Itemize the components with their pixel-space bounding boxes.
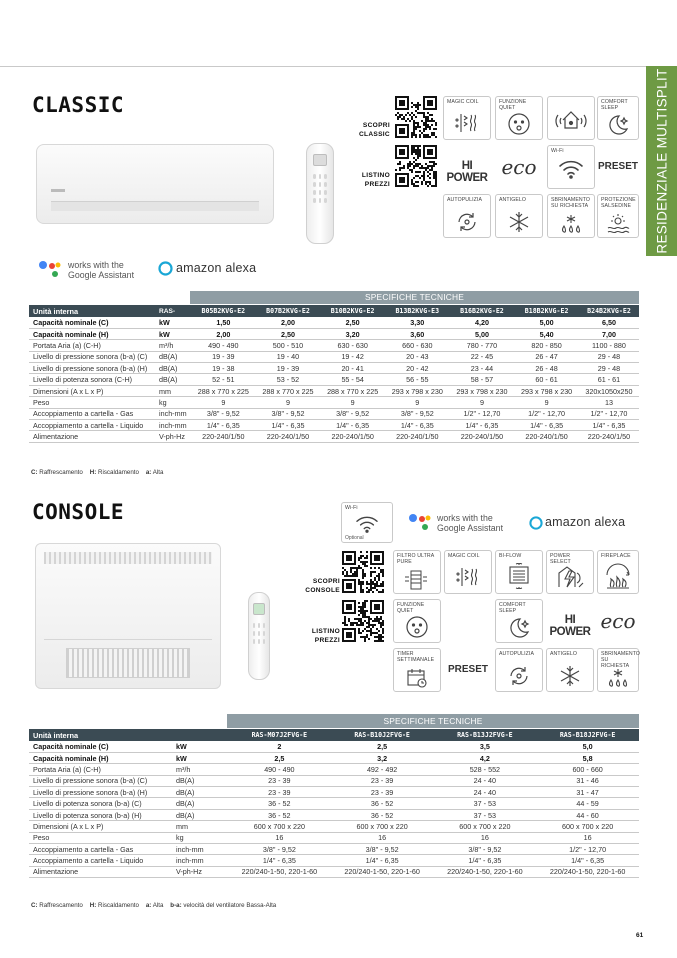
row-value: 1/2" - 12,70 xyxy=(528,409,566,419)
row-value: 220/240-1-50, 220-1-60 xyxy=(447,867,523,877)
row-value: 320x1050x250 xyxy=(585,386,633,396)
feature-home-control xyxy=(547,96,595,140)
qr-label-discover: SCOPRI CONSOLE xyxy=(305,578,340,594)
google-assistant-icon xyxy=(38,259,62,281)
table-row xyxy=(29,408,639,419)
google-assistant-icon xyxy=(408,512,432,534)
console-title: CONSOLE xyxy=(32,500,125,524)
feature-magic-coil: MAGIC COIL xyxy=(443,96,491,140)
row-value: 23 - 39 xyxy=(370,787,394,797)
row-value: 19 - 38 xyxy=(212,363,235,373)
row-label: Alimentazione xyxy=(33,867,79,877)
row-label: Capacità nominale (H) xyxy=(33,329,109,339)
classic-spec-band: SPECIFICHE TECNICHE xyxy=(190,291,639,304)
header-unit xyxy=(174,729,228,741)
row-value: 630 - 630 xyxy=(337,340,368,350)
qr-code-price[interactable] xyxy=(395,145,437,187)
row-value: 58 - 57 xyxy=(470,375,494,385)
row-value: 2,00 xyxy=(216,329,231,339)
alexa-icon xyxy=(158,261,173,276)
table-row xyxy=(29,775,639,786)
row-value: 36 - 52 xyxy=(268,799,291,809)
row-value: 3/8" - 9,52 xyxy=(336,409,370,419)
row-value: 528 - 552 xyxy=(469,764,501,774)
table-row xyxy=(29,397,639,408)
table-row xyxy=(29,866,639,877)
table-row xyxy=(29,752,639,763)
row-label: Livello di potenza sonora (b-a) (C) xyxy=(33,799,142,809)
quiet-icon xyxy=(404,614,430,640)
row-value: 53 - 52 xyxy=(276,375,300,385)
side-tab-label: RESIDENZIALE MULTISPLIT xyxy=(654,68,669,254)
feature-eco: eco xyxy=(495,145,543,189)
calendar-clock-icon xyxy=(405,667,429,689)
qr-code-discover[interactable] xyxy=(342,551,384,593)
header-label: Unità interna xyxy=(29,729,174,741)
self-clean-icon xyxy=(454,209,480,235)
qr-label-price: LISTINO PREZZI xyxy=(311,628,340,644)
row-unit: dB(A) xyxy=(176,776,195,786)
table-row xyxy=(29,764,639,775)
row-value: 3/8" - 9,52 xyxy=(365,844,399,854)
table-row xyxy=(29,340,639,351)
row-value: 23 - 39 xyxy=(370,776,394,786)
row-label: Dimensioni (A x L x P) xyxy=(33,821,104,831)
alexa-text: amazon alexa xyxy=(176,261,257,275)
row-unit: inch-mm xyxy=(176,856,204,866)
feature-hi-power: HI POWER xyxy=(546,599,594,643)
row-value: 1,50 xyxy=(216,317,231,327)
row-value: 288 x 770 x 225 xyxy=(197,386,249,396)
row-value: 220/240-1-50, 220-1-60 xyxy=(549,867,626,877)
row-value: 24 - 40 xyxy=(473,787,497,797)
row-unit: dB(A) xyxy=(176,787,195,797)
row-value: 1/2" - 12,70 xyxy=(590,409,628,419)
feature-fireplace: FIREPLACE xyxy=(597,550,639,594)
table-row xyxy=(29,832,639,843)
row-label: Livello di potenza sonora (b-a) (H) xyxy=(33,810,142,820)
console-indoor-unit-image xyxy=(35,543,221,689)
row-value: 3,5 xyxy=(479,741,490,751)
row-value: 5,00 xyxy=(539,317,554,327)
row-value: 220/240-1-50, 220-1-60 xyxy=(344,867,420,877)
row-label: Dimensioni (A x L x P) xyxy=(33,386,104,396)
header-model: RAS-B13J2FVG-E xyxy=(434,729,537,741)
row-value: 3/8" - 9,52 xyxy=(468,844,502,854)
row-value: 1/4" - 6,35 xyxy=(206,420,240,430)
row-value: 1/2" - 12,70 xyxy=(463,409,501,419)
front-panel xyxy=(44,568,212,640)
row-value: 55 - 54 xyxy=(341,375,364,385)
row-value: 220-240/1/50 xyxy=(266,432,310,442)
home-wifi-icon xyxy=(553,105,589,135)
row-value: 19 - 42 xyxy=(341,352,364,362)
row-value: 1/4" - 6,35 xyxy=(465,420,499,430)
bottom-vent xyxy=(66,648,190,678)
row-unit: inch-mm xyxy=(176,844,204,854)
row-value: 1100 - 880 xyxy=(592,340,626,350)
wifi-icon xyxy=(355,514,379,534)
feature-bi-flow: BI-FLOW xyxy=(495,550,543,594)
optional-label: Optional xyxy=(345,535,364,541)
row-label: Accoppiamento a cartella - Liquido xyxy=(33,420,144,430)
classic-spec-table xyxy=(29,305,639,443)
row-unit: dB(A) xyxy=(159,363,178,373)
row-label: Capacità nominale (C) xyxy=(33,741,109,751)
feature-magic-coil: MAGIC COIL xyxy=(444,550,492,594)
table-row xyxy=(29,374,639,385)
row-value: 2 xyxy=(277,741,282,751)
brand-logo xyxy=(51,189,65,192)
row-unit: kW xyxy=(159,329,170,339)
table-row xyxy=(29,741,639,752)
row-label: Livello di potenza sonora (C-H) xyxy=(33,375,133,385)
snowflake-icon xyxy=(557,663,583,689)
row-unit: mm xyxy=(176,821,188,831)
header-label: Unità interna xyxy=(29,305,157,317)
row-value: 4,2 xyxy=(479,753,490,763)
row-value: 220-240/1/50 xyxy=(331,432,374,442)
google-assistant-text: works with the Google Assistant xyxy=(68,260,135,280)
feature-antigelo: ANTIGELO xyxy=(546,648,594,692)
row-value: 6,50 xyxy=(601,317,616,327)
feature-timer-settimanale: TIMER SETTIMANALE xyxy=(393,648,441,692)
row-label: Capacità nominale (C) xyxy=(33,317,109,327)
console-spec-band: SPECIFICHE TECNICHE xyxy=(227,714,639,728)
table-row xyxy=(29,855,639,866)
row-value: 23 - 44 xyxy=(470,363,494,373)
feature-protezione-salsedine: PROTEZIONE SALSEDINE xyxy=(597,194,639,238)
table-row xyxy=(29,798,639,809)
row-value: 13 xyxy=(604,397,613,407)
console-spec-table xyxy=(29,729,639,878)
row-value: 9 xyxy=(415,397,420,407)
row-value: 29 - 48 xyxy=(597,363,621,373)
row-value: 820 - 850 xyxy=(531,340,562,350)
header-model: B10B2KVG-E2 xyxy=(320,305,385,317)
row-value: 3,2 xyxy=(377,753,388,763)
console-remote-image xyxy=(248,592,270,680)
feature-sbrinamento: SBRINAMENTO SU RICHIESTA xyxy=(597,648,639,692)
row-value: 5,40 xyxy=(539,329,554,339)
row-value: 16 xyxy=(378,833,387,843)
feature-autopulizia: AUTOPULIZIA xyxy=(443,194,491,238)
row-unit: inch-mm xyxy=(159,409,187,419)
filter-icon xyxy=(403,569,431,591)
defrost-icon xyxy=(557,213,585,235)
row-value: 220-240/1/50 xyxy=(587,432,631,442)
row-value: 20 - 43 xyxy=(406,352,429,362)
snowflake-icon xyxy=(506,209,532,235)
row-value: 9 xyxy=(479,397,484,407)
row-value: 5,0 xyxy=(582,741,593,751)
header-model: B05B2KVG-E2 xyxy=(191,305,256,317)
row-label: Peso xyxy=(33,833,50,843)
row-value: 1/4" - 6,35 xyxy=(592,420,626,430)
row-label: Livello di pressione sonora (b-a) (C) xyxy=(33,352,148,362)
header-model: RAS-B18J2FVG-E xyxy=(536,729,639,741)
feature-autopulizia: AUTOPULIZIA xyxy=(495,648,543,692)
row-value: 3,30 xyxy=(410,317,425,327)
row-value: 600 x 700 x 220 xyxy=(562,821,614,831)
row-value: 2,5 xyxy=(274,753,285,763)
row-value: 22 - 45 xyxy=(470,352,494,362)
row-value: 19 - 39 xyxy=(276,363,300,373)
table-row xyxy=(29,809,639,820)
google-assistant-text: works with the Google Assistant xyxy=(437,513,504,533)
row-value: 600 - 660 xyxy=(572,764,603,774)
row-value: 60 - 61 xyxy=(535,375,558,385)
table-row xyxy=(29,363,639,374)
row-value: 23 - 39 xyxy=(268,776,291,786)
row-value: 5,00 xyxy=(474,329,489,339)
row-value: 1/4" - 6,35 xyxy=(530,420,564,430)
row-value: 5,8 xyxy=(582,753,593,763)
table-row xyxy=(29,317,639,328)
row-unit: kg xyxy=(159,397,167,407)
row-value: 24 - 40 xyxy=(473,776,497,786)
row-label: Accoppiamento a cartella - Liquido xyxy=(33,856,144,866)
row-value: 1/4" - 6,35 xyxy=(400,420,434,430)
row-label: Alimentazione xyxy=(33,432,79,442)
header-model: B16B2KVG-E2 xyxy=(450,305,515,317)
table-row xyxy=(29,351,639,362)
table-header-row xyxy=(29,729,639,741)
row-value: 36 - 52 xyxy=(268,810,291,820)
row-value: 9 xyxy=(350,397,355,407)
table-row xyxy=(29,787,639,798)
feature-comfort-sleep: COMFORT SLEEP xyxy=(495,599,543,643)
row-value: 288 x 770 x 225 xyxy=(262,386,314,396)
row-value: 220/240-1-50, 220-1-60 xyxy=(241,867,318,877)
row-value: 20 - 41 xyxy=(341,363,364,373)
row-value: 31 - 46 xyxy=(576,776,599,786)
row-value: 2,50 xyxy=(280,329,295,339)
header-model: B13B2KVG-E3 xyxy=(385,305,450,317)
table-header-row xyxy=(29,305,639,317)
row-value: 52 - 51 xyxy=(212,375,235,385)
header-unit: RAS- xyxy=(157,305,191,317)
row-value: 3/8" - 9,52 xyxy=(262,844,296,854)
row-value: 3/8" - 9,52 xyxy=(206,409,240,419)
feature-antigelo: ANTIGELO xyxy=(495,194,543,238)
row-value: 36 - 52 xyxy=(370,799,394,809)
row-value: 293 x 798 x 230 xyxy=(521,386,573,396)
row-value: 31 - 47 xyxy=(576,787,599,797)
row-unit: kW xyxy=(176,741,187,751)
moon-icon xyxy=(605,113,631,137)
row-value: 44 - 59 xyxy=(576,799,599,809)
row-label: Capacità nominale (H) xyxy=(33,753,109,763)
row-value: 2,5 xyxy=(377,741,388,751)
row-value: 19 - 40 xyxy=(276,352,300,362)
classic-title: CLASSIC xyxy=(32,93,125,117)
feature-wifi: Wi-Fi xyxy=(547,145,595,189)
row-value: 288 x 770 x 225 xyxy=(327,386,379,396)
feature-preset: PRESET xyxy=(444,648,492,692)
table-row xyxy=(29,385,639,396)
row-unit: dB(A) xyxy=(159,375,178,385)
feature-preset: PRESET xyxy=(597,145,639,189)
row-label: Livello di pressione sonora (b-a) (C) xyxy=(33,776,148,786)
row-label: Portata Aria (a) (C-H) xyxy=(33,764,101,774)
row-label: Portata Aria (a) (C-H) xyxy=(33,340,101,350)
header-model: RAS-M07J2FVG-E xyxy=(228,729,331,741)
row-unit: kW xyxy=(159,317,170,327)
row-unit: V-ph-Hz xyxy=(176,867,202,877)
defrost-icon xyxy=(604,667,632,689)
row-value: 220-240/1/50 xyxy=(202,432,245,442)
row-value: 600 x 700 x 220 xyxy=(356,821,408,831)
row-value: 500 - 510 xyxy=(272,340,304,350)
header-model: RAS-B10J2FVG-E xyxy=(331,729,434,741)
row-unit: dB(A) xyxy=(176,799,195,809)
row-value: 9 xyxy=(221,397,226,407)
row-unit: mm xyxy=(159,386,171,396)
row-value: 20 - 42 xyxy=(406,363,429,373)
row-value: 37 - 53 xyxy=(473,799,497,809)
table-row xyxy=(29,821,639,832)
row-value: 19 - 39 xyxy=(212,352,235,362)
row-label: Livello di pressione sonora (b-a) (H) xyxy=(33,787,148,797)
feature-comfort-sleep: COMFORT SLEEP xyxy=(597,96,639,140)
row-value: 1/4" - 6,35 xyxy=(571,856,605,866)
console-legend: C: Raffrescamento H: Riscaldamento a: Alta b-a: velocità del ventilatore Bassa-Alta xyxy=(31,902,277,909)
row-value: 26 - 47 xyxy=(535,352,558,362)
row-unit: m³/h xyxy=(159,340,174,350)
alexa-text: amazon alexa xyxy=(545,515,626,529)
sun-waves-icon xyxy=(605,213,631,235)
feature-sbrinamento: SBRINAMENTO SU RICHIESTA xyxy=(547,194,595,238)
top-vent xyxy=(44,552,212,564)
row-value: 9 xyxy=(544,397,549,407)
classic-remote-image xyxy=(306,143,334,244)
qr-label-price: LISTINO PREZZI xyxy=(361,172,390,188)
row-value: 1/4" - 6,35 xyxy=(336,420,370,430)
page-number: 61 xyxy=(636,932,644,939)
row-value: 220-240/1/50 xyxy=(460,432,504,442)
qr-label-discover: SCOPRI CLASSIC xyxy=(358,122,390,138)
row-value: 26 - 48 xyxy=(535,363,558,373)
row-value: 29 - 48 xyxy=(597,352,621,362)
power-select-icon xyxy=(555,563,585,591)
row-value: 490 - 490 xyxy=(208,340,239,350)
header-model: B07B2KVG-E2 xyxy=(256,305,321,317)
row-unit: kW xyxy=(176,753,187,763)
magic-coil-icon xyxy=(454,565,482,589)
qr-code-price[interactable] xyxy=(342,600,384,642)
header-model: B24B2KVG-E2 xyxy=(579,305,639,317)
table-row xyxy=(29,431,639,442)
row-value: 23 - 39 xyxy=(268,787,291,797)
row-value: 1/4" - 6,35 xyxy=(468,856,502,866)
table-row xyxy=(29,328,639,339)
classic-indoor-unit-image xyxy=(36,144,274,224)
row-value: 44 - 60 xyxy=(576,810,599,820)
row-value: 7,00 xyxy=(601,329,616,339)
table-row xyxy=(29,420,639,431)
row-value: 220-240/1/50 xyxy=(396,432,439,442)
wifi-icon xyxy=(558,158,584,180)
self-clean-icon xyxy=(506,663,532,689)
row-value: 293 x 798 x 230 xyxy=(456,386,508,396)
feature-power-select: POWER SELECT xyxy=(546,550,594,594)
row-value: 660 - 630 xyxy=(402,340,433,350)
row-value: 1/4" - 6,35 xyxy=(262,856,296,866)
row-value: 37 - 53 xyxy=(473,810,497,820)
row-unit: V-ph-Hz xyxy=(159,432,185,442)
feature-funzione-quiet: FUNZIONE QUIET xyxy=(393,599,441,643)
header-model: B18B2KVG-E2 xyxy=(514,305,579,317)
row-value: 36 - 52 xyxy=(370,810,394,820)
row-value: 1/4" - 6,35 xyxy=(271,420,305,430)
row-label: Peso xyxy=(33,397,50,407)
feature-funzione-quiet: FUNZIONE QUIET xyxy=(495,96,543,140)
row-value: 3/8" - 9,52 xyxy=(271,409,305,419)
row-value: 2,50 xyxy=(345,317,360,327)
row-value: 490 - 490 xyxy=(264,764,295,774)
row-value: 61 - 61 xyxy=(597,375,621,385)
bi-flow-icon xyxy=(504,563,534,589)
row-unit: m³/h xyxy=(176,764,191,774)
row-value: 1/2" - 12,70 xyxy=(569,844,607,854)
row-label: Accoppiamento a cartella - Gas xyxy=(33,409,134,419)
fireplace-icon xyxy=(603,563,633,591)
alexa-icon xyxy=(529,516,543,530)
quiet-icon xyxy=(506,111,532,137)
section-side-tab xyxy=(646,66,677,256)
row-value: 16 xyxy=(583,833,592,843)
top-rule xyxy=(0,66,646,67)
row-label: Livello di pressione sonora (b-a) (H) xyxy=(33,363,148,373)
row-value: 16 xyxy=(480,833,489,843)
row-unit: kg xyxy=(176,833,184,843)
row-value: 2,00 xyxy=(280,317,295,327)
row-value: 3/8" - 9,52 xyxy=(400,409,434,419)
classic-legend: C: Raffrescamento H: Riscaldamento a: Alta xyxy=(31,469,164,476)
air-outlet xyxy=(51,201,259,211)
row-value: 1/4" - 6,35 xyxy=(365,856,399,866)
row-value: 220-240/1/50 xyxy=(525,432,568,442)
feature-eco: eco xyxy=(597,599,639,643)
row-value: 492 - 492 xyxy=(366,764,398,774)
row-value: 600 x 700 x 220 xyxy=(459,821,511,831)
row-unit: inch-mm xyxy=(159,420,187,430)
row-unit: dB(A) xyxy=(159,352,178,362)
row-value: 9 xyxy=(285,397,290,407)
row-value: 600 x 700 x 220 xyxy=(253,821,305,831)
row-label: Accoppiamento a cartella - Gas xyxy=(33,844,134,854)
row-value: 3,20 xyxy=(345,329,360,339)
row-value: 3,60 xyxy=(410,329,425,339)
qr-code-discover[interactable] xyxy=(395,96,437,138)
row-value: 780 - 770 xyxy=(466,340,498,350)
row-value: 56 - 55 xyxy=(406,375,429,385)
feature-filtro-ultra-pure: FILTRO ULTRA PURE xyxy=(393,550,441,594)
row-value: 16 xyxy=(275,833,284,843)
row-value: 293 x 798 x 230 xyxy=(391,386,443,396)
row-value: 4,20 xyxy=(474,317,489,327)
feature-wifi-optional: Wi-Fi Optional xyxy=(341,502,393,543)
magic-coil-icon xyxy=(453,111,481,135)
table-row xyxy=(29,844,639,855)
feature-hi-power: HI POWER xyxy=(443,145,491,189)
row-unit: dB(A) xyxy=(176,810,195,820)
moon-icon xyxy=(506,616,532,640)
